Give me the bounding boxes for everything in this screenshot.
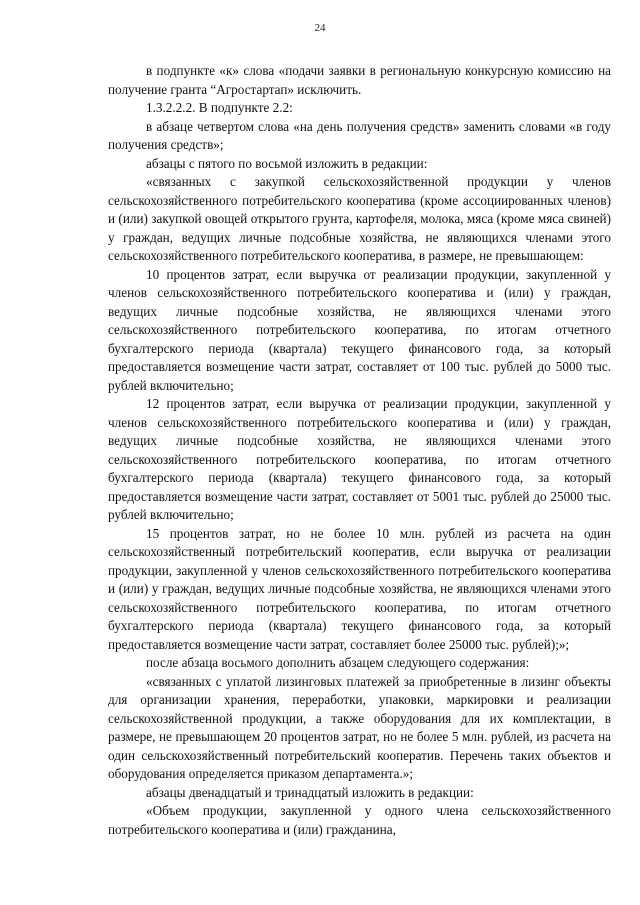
page-number: 24	[314, 22, 326, 34]
paragraph: абзацы двенадцатый и тринадцатый изложить в редакции:	[146, 784, 474, 800]
paragraph: в абзаце четвертом слова «на день получения средств» заменить словами «в году получения средств»;	[108, 118, 611, 152]
paragraph: «Объем продукции, закупленной у одного члена сельскохозяйственного потребительского кооператива и (или) гражданина,	[108, 803, 611, 837]
paragraph: 10 процентов затрат, если выручка от реализации продукции, закупленной у членов сельскохозяйственного потребительского кооператива и (или) у граждан, ведущих личные подсобные хозяйства, не являющихся членами этого сельскохозяйственного потребительского кооператива, по итогам отчетного бухгалтерского периода (квартала) текущего финансового года, за который предоставляется возмещение части затрат, составляет от 100 тыс. рублей до 5000 тыс. рублей включительно;	[108, 266, 611, 393]
paragraph: после абзаца восьмого дополнить абзацем следующего содержания:	[146, 655, 530, 670]
paragraph: «связанных с закупкой сельскохозяйственной продукции у членов сельскохозяйственного потребительского кооператива (кроме ассоциированных членов) и (или) закупкой овощей открытого грунта, картофеля, молока, мяса (кроме мяса свиней) у граждан, ведущих личные подсобные хозяйства, не являющихся членами этого сельскохозяйственного потребительского кооператива, в размере, не превышающем:	[108, 174, 611, 263]
document-body	[108, 62, 611, 839]
paragraph: «связанных с уплатой лизинговых платежей за приобретенные в лизинг объекты для организации хранения, переработки, упаковки, маркировки и реализации сельскохозяйственной продукции, а также оборудования для их комплектации, в размере, не превышающем 20 процентов затрат, но не более 5 млн. рублей, из расчета на один сельскохозяйственный потребительский кооператив. Перечень таких объектов и оборудования определяется приказом департамента.»;	[108, 673, 611, 781]
paragraph: 12 процентов затрат, если выручка от реализации продукции, закупленной у членов сельскохозяйственного потребительского кооператива и (или) у граждан, ведущих личные подсобные хозяйства, не являющихся членами этого сельскохозяйственного потребительского кооператива, по итогам отчетного бухгалтерского периода (квартала) текущего финансового года, за который предоставляется возмещение части затрат, составляет от 5001 тыс. рублей до 25000 тыс. рублей включительно;	[108, 396, 611, 522]
paragraph: в подпункте «к» слова «подачи заявки в региональную конкурсную комиссию на получение гранта “Агростартап» исключить.	[108, 63, 611, 97]
paragraph: 15 процентов затрат, но не более 10 млн. рублей из расчета на один сельскохозяйственный потребительский кооператив, если выручка от реализации продукции, закупленной у членов сельскохозяйственного потребительского кооператива и (или) у граждан, ведущих личные подсобные хозяйства, не являющихся членами этого сельскохозяйственного потребительского кооператива, по итогам отчетного бухгалтерского периода (квартала) текущего финансового года, за который предоставляется возмещение части затрат, составляет более 25000 тыс. рублей);»;	[108, 525, 611, 652]
paragraph: абзацы с пятого по восьмой изложить в редакции:	[146, 155, 428, 171]
paragraph: 1.3.2.2.2. В подпункте 2.2:	[146, 100, 293, 115]
